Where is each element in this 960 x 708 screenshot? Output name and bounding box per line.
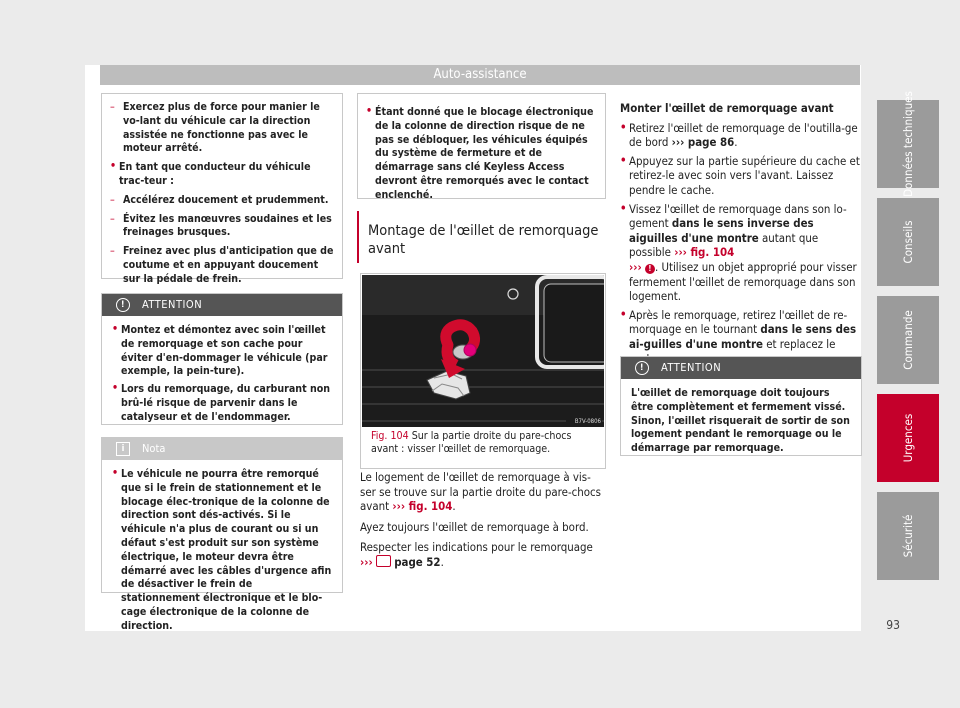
attention-item: • Montez et démontez avec soin l'œillet de remorquage et son cache pour éviter d'en-dommager le véhicule (par exemple, la pein-ture). <box>112 324 332 379</box>
nota-header <box>102 438 342 460</box>
info-icon: i <box>116 442 130 456</box>
attention-label: ATTENTION <box>661 361 722 374</box>
dash-item: – Accélérez doucement et prudemment. <box>110 194 336 208</box>
instruction-text: autant que possible <box>629 230 819 260</box>
section-title-line-2: avant <box>368 241 406 257</box>
page-link[interactable]: ››› page 86 <box>671 135 735 150</box>
instruction-text: Retirez l'œillet de remorquage de l'outilla-ge de bord <box>629 120 858 150</box>
book-icon <box>376 555 391 567</box>
paragraph-text: Le logement de l'œillet de remorquage à vis-ser se trouve sur la partie droite du pare-chocs avant <box>360 470 602 514</box>
figure-image <box>362 275 604 427</box>
subsection-title: Monter l'œillet de remorquage avant <box>620 101 834 115</box>
instruction-text: Après le remorquage, retirez l'œillet de re-morquage en le tournant <box>629 307 848 337</box>
warning-item: • Étant donné que le blocage électronique de la colonne de direction risque de ne pas se débloquer, les véhicules équipés du système de fermeture et de démarrage sans clé Keyless Access devront être remorqués avec le contact enclenché. <box>366 106 598 203</box>
reference-arrows: ››› <box>629 259 642 274</box>
paragraph-text: Respecter les indications pour le remorquage <box>360 540 593 555</box>
tab-label: Conseils <box>901 220 915 264</box>
tab-securite[interactable] <box>877 492 939 580</box>
figure-link[interactable]: ››› fig. 104 <box>674 245 735 260</box>
tab-label: Commande <box>901 310 915 370</box>
attention-header <box>102 294 342 316</box>
instruction-emphasis: dans le sens des ai-guilles d'une montre <box>629 322 857 351</box>
dash-item: – Freinez avec plus d'anticipation que de coutume et en appuyant doucement sur la pédale de frein. <box>110 245 336 286</box>
tab-label: Sécurité <box>901 514 915 558</box>
attention-box-2 <box>620 356 862 456</box>
instruction-item: • Retirez l'œillet de remorquage de l'outilla-ge de bord ››› page 86. <box>620 121 860 150</box>
nota-label: Nota <box>142 442 166 455</box>
section-title-line-1: Montage de l'œillet de remorquage <box>368 223 599 239</box>
page-number: 93 <box>886 618 900 632</box>
bullet-item: • En tant que conducteur du véhicule trac-teur : <box>110 161 336 189</box>
attention-item: • Lors du remorquage, du carburant non brû-lé risque de parvenir dans le catalyseur et de l'endommager. <box>112 383 332 424</box>
dash-item: – Évitez les manœuvres soudaines et les freinages brusques. <box>110 213 336 241</box>
figure-caption <box>371 430 597 456</box>
instruction-text: et replacez le <box>766 336 836 351</box>
instruction-text: . Utilisez un objet approprié pour visser fermement l'œillet de remorquage dans son logement. <box>629 259 857 304</box>
dash-item: – Exercez plus de force pour manier le vo-lant du véhicule car la direction assistée ne fonctionne pas avec le moteur arrêté. <box>110 101 336 156</box>
exclamation-icon: ! <box>116 298 130 312</box>
exclamation-icon: ! <box>635 361 649 375</box>
attention-header <box>621 357 861 379</box>
instruction-emphasis: dans le sens inverse des aiguilles d'une montre <box>629 216 814 245</box>
tab-conseils[interactable] <box>877 198 939 286</box>
instruction-item <box>620 202 860 304</box>
page-link[interactable]: page 52 <box>394 554 441 569</box>
column-1-top <box>110 101 336 292</box>
figure-104 <box>360 273 606 469</box>
attention-body: L'œillet de remorquage doit toujours être complètement et fermement vissé. Sinon, l'œillet risquerait de sortir de son logement pendant le remorquage ou le démarrage par remorquage. <box>631 387 850 455</box>
tab-label: Urgences <box>901 413 915 463</box>
attention-box-1 <box>101 293 343 425</box>
instruction-item: • Appuyez sur la partie supérieure du cache et retirez-le avec soin vers l'avant. Laissez pendre le cache. <box>620 154 860 198</box>
instruction-text: Vissez l'œillet de remorquage dans son lo-gement <box>629 201 847 231</box>
attention-body <box>102 316 342 435</box>
warning-text <box>366 106 598 207</box>
nota-item: • Le véhicule ne pourra être remorqué que si le frein de stationnement et le blocage élec-tronique de la colonne de direction sont dés-activés. Si le véhicule n'a plus de courant ou si un défaut s'est produit sur son système électrique, le moteur devra être démarré avec les câbles d'urgence afin de désactiver le frein de stationnement électronique et le blo-cage électronique de la colonne de direction. <box>112 468 332 634</box>
tab-urgences[interactable] <box>877 394 939 482</box>
page-header: Auto-assistance <box>100 65 860 85</box>
nota-body <box>102 460 342 644</box>
column-3 <box>620 101 860 370</box>
column-2-body: Le logement de l'œillet de remorquage à vis-ser se trouve sur la partie droite du pare-chocs avant ››› fig. 104. Ayez toujours l'œillet de remorquage à bord. Respecter les indications pour le remorquage ››› page 52. <box>360 470 604 570</box>
warning-ref-icon: ! <box>645 264 655 274</box>
figure-link[interactable]: ››› fig. 104 <box>392 499 453 514</box>
reference-arrows: ››› <box>360 554 373 569</box>
nota-box <box>101 437 343 632</box>
tow-eye-illustration <box>362 275 604 427</box>
tab-commande[interactable] <box>877 296 939 384</box>
figure-label: Fig. 104 <box>371 430 409 442</box>
figure-code: B7V-0806 <box>574 418 601 425</box>
tab-label: Données techniques <box>901 91 915 197</box>
attention-label: ATTENTION <box>142 298 203 311</box>
section-title <box>368 222 604 258</box>
figure-caption-text: Sur la partie droite du pare-chocs avant : visser l'œillet de remorquage. <box>371 430 572 455</box>
tab-donnees-techniques[interactable] <box>877 91 939 197</box>
paragraph-text: Ayez toujours l'œillet de remorquage à bord. <box>360 519 589 534</box>
section-title-rule <box>357 211 359 263</box>
